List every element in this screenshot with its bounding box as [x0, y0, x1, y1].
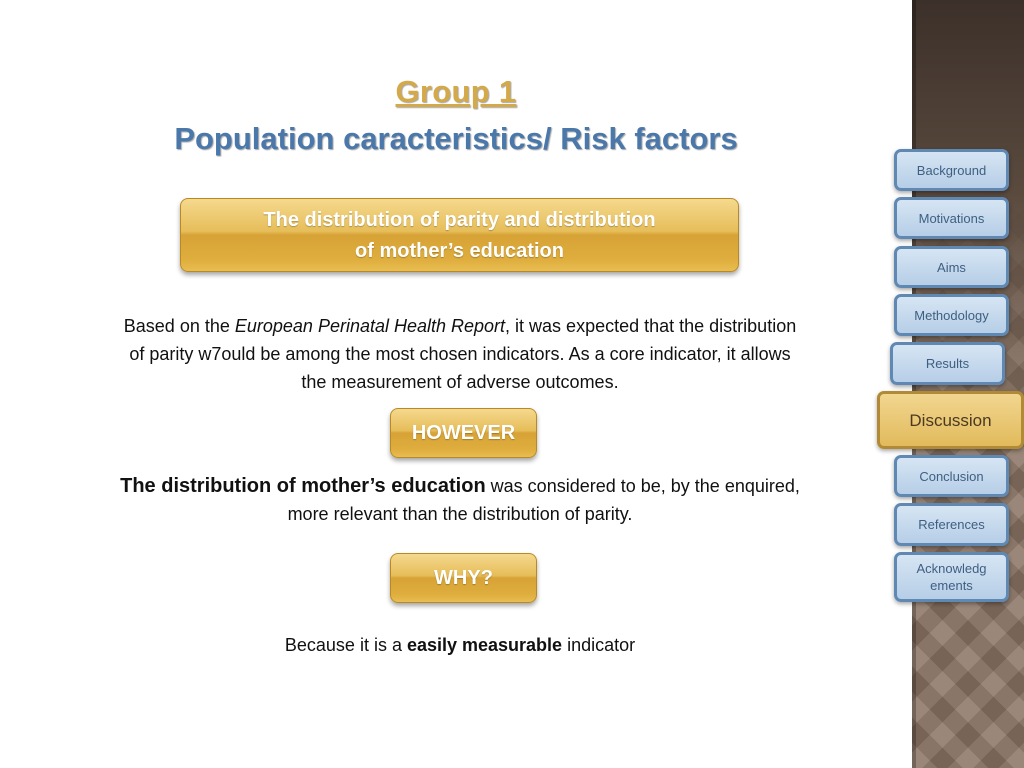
- paragraph-expectation-line-3: the measurement of adverse outcomes.: [301, 372, 619, 392]
- paragraph-expectation: [40, 312, 880, 396]
- nav-button-background[interactable]: Background: [894, 149, 1009, 191]
- nav-button-motivations[interactable]: Motivations: [894, 197, 1009, 239]
- report-title: European Perinatal Health Report: [234, 316, 506, 336]
- however-box: HOWEVER: [390, 408, 537, 458]
- headline-line-1: The distribution of parity and distribution: [263, 209, 656, 231]
- nav-acknowledgements-line-2: ements: [930, 578, 973, 593]
- nav-button-aims[interactable]: Aims: [894, 246, 1009, 288]
- paragraph-reason-bold: easily measurable: [406, 635, 563, 655]
- nav-button-methodology[interactable]: Methodology: [894, 294, 1009, 336]
- paragraph-finding: [40, 472, 880, 528]
- paragraph-finding-line1-rest: was considered to be, by the enquired,: [485, 476, 800, 496]
- paragraph-reason: [40, 631, 880, 659]
- why-box: WHY?: [390, 553, 537, 603]
- paragraph-reason-suffix: indicator: [562, 635, 636, 655]
- paragraph-expectation-prefix: Based on the: [123, 316, 235, 336]
- slide-title: Population caracteristics/ Risk factors: [174, 121, 738, 156]
- paragraph-finding-line-1: [40, 472, 880, 500]
- nav-button-results[interactable]: Results: [890, 342, 1005, 385]
- nav-button-acknowledgements[interactable]: [894, 552, 1009, 602]
- nav-acknowledgements-line-1: Acknowledg: [916, 561, 987, 576]
- paragraph-expectation-line-2: of parity w7ould be among the most chosen indicators. As a core indicator, it allows: [129, 344, 791, 364]
- paragraph-finding-line-2: more relevant than the distribution of parity.: [287, 504, 633, 524]
- topic-headline-box: [180, 198, 739, 272]
- group-title: Group 1: [395, 74, 517, 109]
- nav-button-references[interactable]: References: [894, 503, 1009, 546]
- nav-button-conclusion[interactable]: Conclusion: [894, 455, 1009, 497]
- paragraph-finding-bold: The distribution of mother’s education: [120, 475, 486, 497]
- paragraph-expectation-line1-rest: , it was expected that the distribution: [505, 316, 797, 336]
- nav-button-discussion[interactable]: Discussion: [877, 391, 1024, 449]
- paragraph-reason-prefix: Because it is a: [284, 635, 407, 655]
- paragraph-expectation-line-1: [40, 312, 880, 340]
- headline-line-2: of mother’s education: [355, 240, 564, 262]
